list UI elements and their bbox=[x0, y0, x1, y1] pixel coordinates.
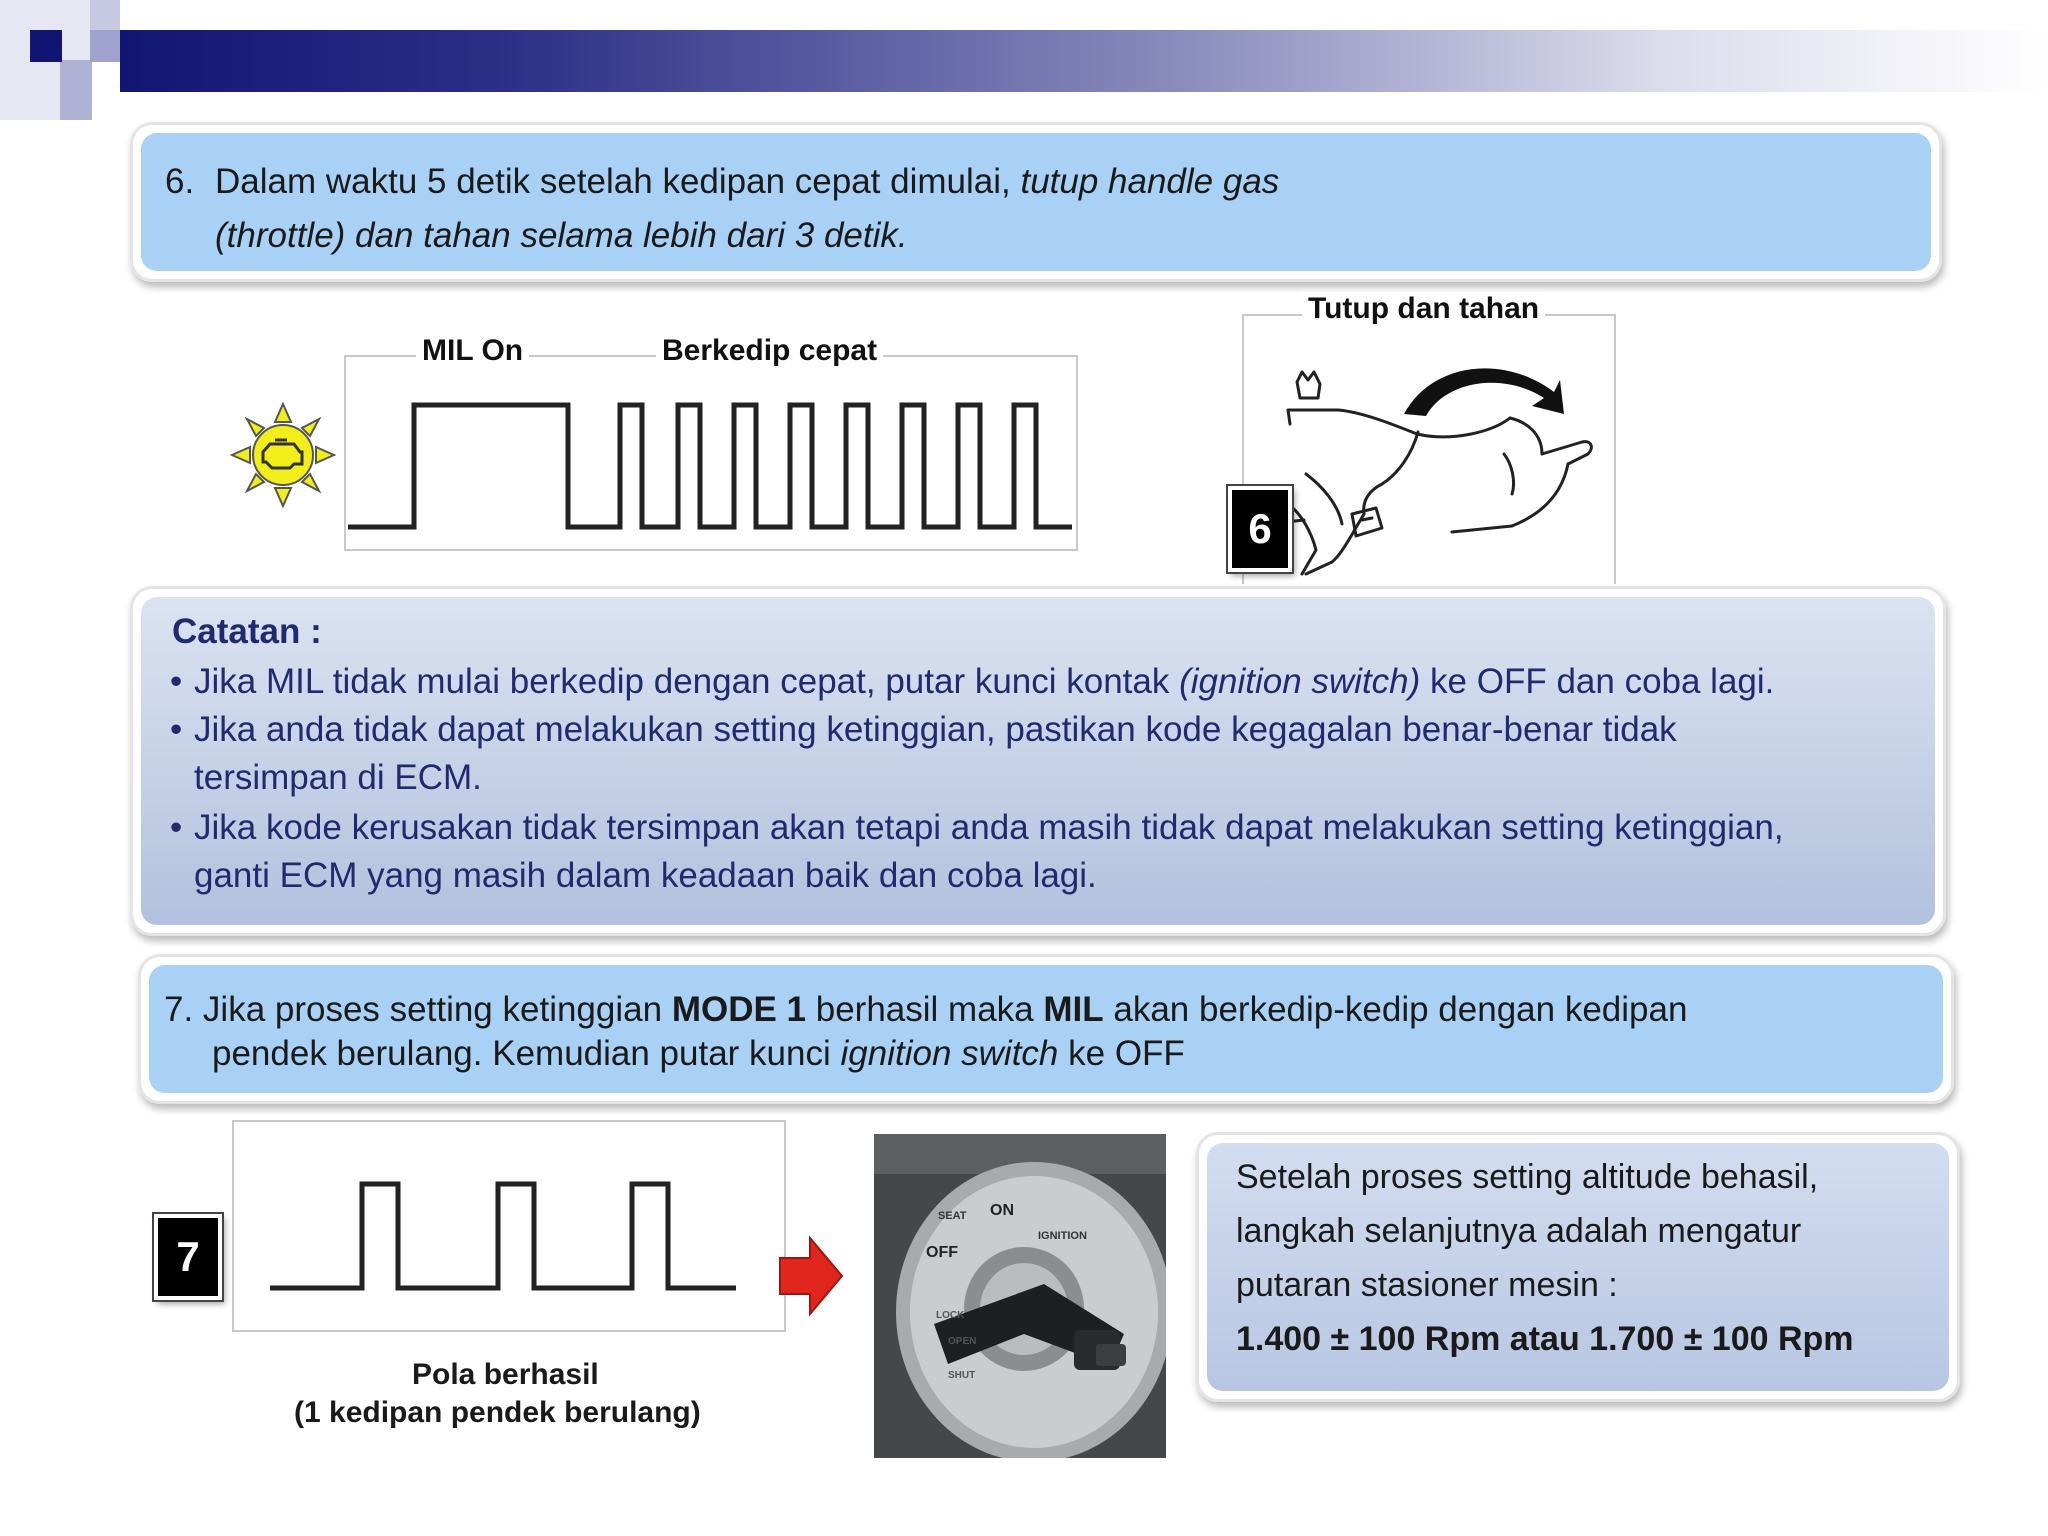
idle-rpm-value: 1.400 ± 100 Rpm atau 1.700 ± 100 Rpm bbox=[1236, 1320, 1854, 1358]
key-label-ignition: IGNITION bbox=[1038, 1230, 1087, 1242]
key-label-open: OPEN bbox=[948, 1336, 977, 1347]
step6-badge: 6 bbox=[1228, 486, 1292, 572]
note-bullet-3-line1: Jika kode kerusakan tidak tersimpan akan tetapi anda masih tidak dapat melakukan setting ketinggian, bbox=[194, 808, 1784, 847]
throttle-label: Tutup dan tahan bbox=[1302, 292, 1545, 326]
step6-line1-italic: tutup handle gas bbox=[1020, 162, 1280, 201]
key-label-shut: SHUT bbox=[948, 1370, 976, 1381]
throttle-hand-icon bbox=[1242, 314, 1616, 584]
key-label-seat: SEAT bbox=[938, 1210, 967, 1222]
idle-line2: langkah selanjutnya adalah mengatur bbox=[1236, 1212, 1802, 1250]
header-square bbox=[60, 60, 92, 120]
success-pattern-waveform bbox=[232, 1120, 786, 1332]
idle-line1: Setelah proses setting altitude behasil, bbox=[1236, 1158, 1819, 1196]
header-square bbox=[30, 30, 62, 62]
key-label-lock: LOCK bbox=[936, 1310, 965, 1321]
mil-on-label: MIL On bbox=[416, 334, 529, 368]
note-bullet-2-line1: Jika anda tidak dapat melakukan setting ketinggian, pastikan kode kegagalan benar-benar tidak bbox=[194, 710, 1677, 749]
red-arrow-icon bbox=[776, 1234, 846, 1318]
key-label-on: ON bbox=[990, 1202, 1014, 1219]
note-title: Catatan : bbox=[172, 612, 322, 651]
fast-blink-waveform bbox=[344, 355, 1078, 551]
note-bullet-1-italic: (ignition switch) bbox=[1179, 662, 1421, 701]
note-bullet-2-line2: tersimpan di ECM. bbox=[194, 758, 482, 797]
note-bullet-3-line2: ganti ECM yang masih dalam keadaan baik dan coba lagi. bbox=[194, 856, 1097, 895]
success-caption-2: (1 kedipan pendek berulang) bbox=[294, 1396, 701, 1429]
step7-line1: 7. Jika proses setting ketinggian MODE 1 berhasil maka MIL akan berkedip-kedip dengan kedipan bbox=[164, 990, 1688, 1029]
key-label-off: OFF bbox=[926, 1244, 958, 1261]
fast-blink-label: Berkedip cepat bbox=[656, 334, 883, 368]
step6-callout bbox=[130, 122, 1942, 282]
step7-mil-label: MIL bbox=[1043, 990, 1104, 1029]
header-square bbox=[90, 30, 120, 62]
step6-number: 6. bbox=[165, 162, 195, 201]
step7-line2: pendek berulang. Kemudian putar kunci ignition switch ke OFF bbox=[212, 1034, 1185, 1073]
header-bar bbox=[120, 30, 2048, 92]
note-bullet-1: Jika MIL tidak mulai berkedip dengan cepat, putar kunci kontak (ignition switch) ke OFF dan coba lagi. bbox=[194, 662, 1775, 701]
mil-lamp-icon bbox=[228, 400, 338, 510]
ignition-switch-photo bbox=[874, 1134, 1166, 1458]
step7-mode-label: MODE 1 bbox=[671, 990, 807, 1029]
idle-line3: putaran stasioner mesin : bbox=[1236, 1266, 1618, 1304]
header-square bbox=[0, 60, 60, 120]
step6-line1 bbox=[215, 162, 1279, 202]
note-bullet: • bbox=[170, 662, 183, 701]
success-caption-1: Pola berhasil bbox=[412, 1358, 599, 1391]
step6-line2: (throttle) dan tahan selama lebih dari 3 detik. bbox=[215, 216, 908, 255]
note-bullet: • bbox=[170, 808, 183, 847]
step7-line2-italic: ignition switch bbox=[840, 1034, 1059, 1073]
step7-badge: 7 bbox=[154, 1214, 222, 1300]
note-bullet: • bbox=[170, 710, 183, 749]
step6-line1-regular: Dalam waktu 5 detik setelah kedipan cepat dimulai, bbox=[215, 162, 1011, 201]
